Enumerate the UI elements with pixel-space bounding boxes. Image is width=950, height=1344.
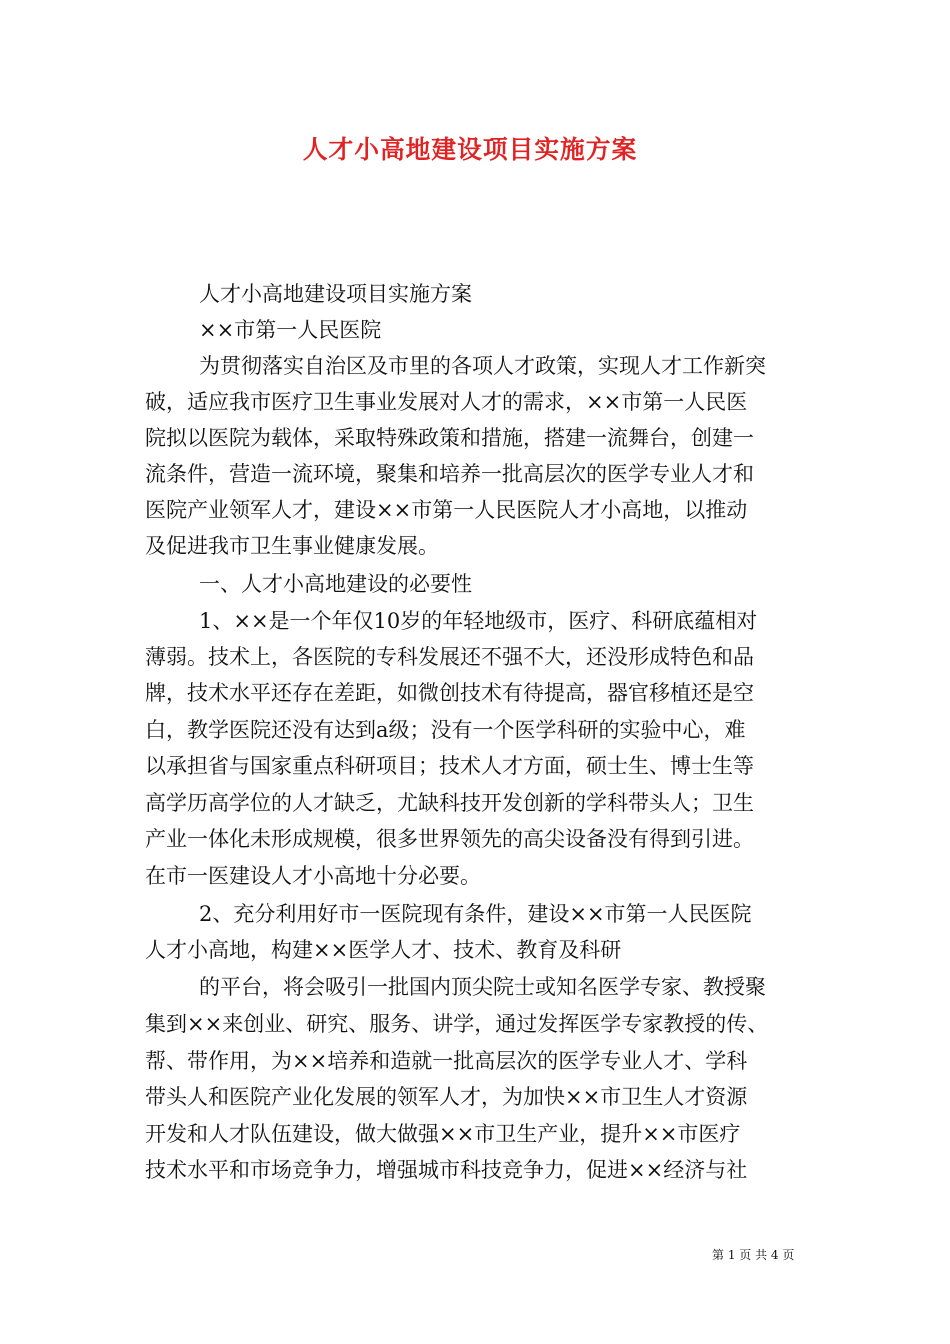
paragraph-line: 帮、带作用，为××培养和造就一批高层次的医学专业人才、学科 — [145, 1049, 748, 1073]
paragraph-line: 白，教学医院还没有达到a级；没有一个医学科研的实验中心，难 — [145, 718, 746, 742]
paragraph-line: 带头人和医院产业化发展的领军人才，为加快××市卫生人才资源 — [145, 1085, 748, 1109]
paragraph-line: 医院产业领军人才，建设××市第一人民医院人才小高地，以推动 — [145, 498, 748, 522]
section-heading: 一、人才小高地建设的必要性 — [199, 572, 472, 596]
paragraph-line: 产业一体化未形成规模，很多世界领先的高尖设备没有得到引进。 — [145, 827, 754, 851]
paragraph-line: 院拟以医院为载体，采取特殊政策和措施，搭建一流舞台，创建一 — [145, 426, 754, 450]
paragraph-line: 薄弱。技术上，各医院的专科发展还不强不大，还没形成特色和品 — [145, 645, 754, 669]
paragraph-line: 人才小高地，构建××医学人才、技术、教育及科研 — [145, 938, 622, 962]
paragraph-line: 牌，技术水平还存在差距，如微创技术有待提高，器官移植还是空 — [145, 681, 754, 705]
paragraph-line: 破，适应我市医疗卫生事业发展对人才的需求，××市第一人民医 — [145, 390, 748, 414]
paragraph-line: 1、××是一个年仅10岁的年轻地级市，医疗、科研底蕴相对 — [199, 609, 758, 633]
paragraph-line: 在市一医建设人才小高地十分必要。 — [145, 864, 481, 888]
paragraph-line: 流条件，营造一流环境，聚集和培养一批高层次的医学专业人才和 — [145, 462, 754, 486]
paragraph-line: 开发和人才队伍建设，做大做强××市卫生产业，提升××市医疗 — [145, 1122, 741, 1146]
text-line-subtitle: 人才小高地建设项目实施方案 — [199, 282, 472, 306]
paragraph-line: 2、充分利用好市一医院现有条件，建设××市第一人民医院 — [199, 902, 752, 926]
paragraph-line: 及促进我市卫生事业健康发展。 — [145, 534, 439, 558]
paragraph-line: 以承担省与国家重点科研项目；技术人才方面，硕士生、博士生等 — [145, 754, 754, 778]
page-number: 第 1 页 共 4 页 — [712, 1248, 795, 1262]
paragraph-line: 的平台，将会吸引一批国内顶尖院士或知名医学专家、教授聚 — [199, 975, 766, 999]
document-title: 人才小高地建设项目实施方案 — [302, 135, 638, 164]
paragraph-line: 高学历高学位的人才缺乏，尤缺科技开发创新的学科带头人；卫生 — [145, 791, 754, 815]
paragraph-line: 技术水平和市场竞争力，增强城市科技竞争力，促进××经济与社 — [145, 1158, 748, 1182]
paragraph-line: 为贯彻落实自治区及市里的各项人才政策，实现人才工作新突 — [199, 354, 766, 378]
paragraph-line: 集到××来创业、研究、服务、讲学，通过发挥医学专家教授的传、 — [145, 1012, 769, 1036]
text-line-hospital: ××市第一人民医院 — [199, 318, 382, 342]
